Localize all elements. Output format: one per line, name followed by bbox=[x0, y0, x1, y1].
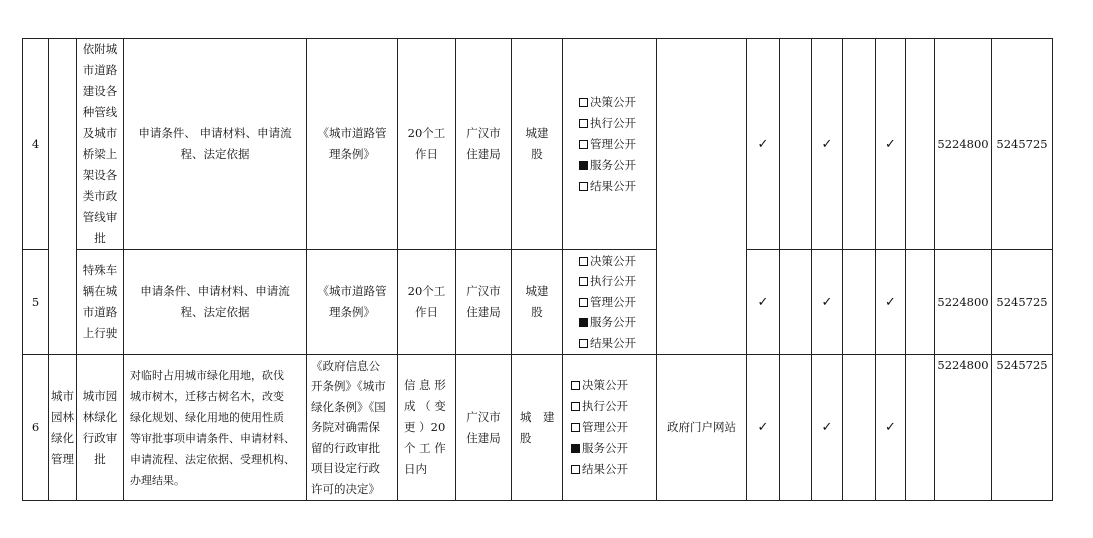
check-empty bbox=[843, 39, 876, 250]
checkbox-option[interactable]: 执行公开 bbox=[579, 113, 656, 134]
legal-basis: 《城市道路管 理条例》 bbox=[307, 39, 398, 250]
disclosure-options bbox=[563, 250, 657, 355]
check-mark: ✓ bbox=[876, 250, 906, 355]
phone-number: 5245725 bbox=[992, 355, 1053, 501]
check-empty bbox=[906, 250, 935, 355]
phone-number: 5224800 bbox=[935, 39, 992, 250]
checkbox-option[interactable]: 结果公开 bbox=[579, 333, 656, 354]
checkbox-checked-icon bbox=[579, 161, 588, 170]
disclosure-options bbox=[563, 355, 657, 501]
checkbox-icon bbox=[579, 182, 588, 191]
checkbox-option[interactable]: 服务公开 bbox=[579, 155, 656, 176]
disclosure-content: 申请条件、 申请材料、申请流 程、法定依据 bbox=[124, 39, 307, 250]
checkbox-icon bbox=[579, 277, 588, 286]
checkbox-option[interactable]: 执行公开 bbox=[579, 271, 656, 292]
table-row bbox=[23, 250, 1053, 355]
phone-number: 5224800 bbox=[935, 250, 992, 355]
disclosure-content: 对临时占用城市绿化用地，砍伐 城市树木，迁移古树名木，改变 绿化规划、绿化用地的使用性质 等审批事项申请条件、申请材料、 申请流程、法定依据、受理机构、 办理结果。 bbox=[124, 355, 307, 501]
time-limit: 信 息 形 成 （ 变 更 ）20 个 工 作 日内 bbox=[398, 355, 456, 501]
legal-basis: 《城市道路管 理条例》 bbox=[307, 250, 398, 355]
checkbox-icon bbox=[571, 465, 580, 474]
checkbox-icon bbox=[579, 298, 588, 307]
category-name: 城市 园林 绿化 管理 bbox=[49, 355, 77, 501]
responsible-dept: 城建 股 bbox=[512, 250, 563, 355]
check-mark: ✓ bbox=[876, 39, 906, 250]
phone-number: 5245725 bbox=[992, 250, 1053, 355]
channel-cell bbox=[657, 39, 747, 355]
responsible-subject: 广汉市 住建局 bbox=[456, 355, 512, 501]
disclosure-content: 申请条件、申请材料、申请流 程、法定依据 bbox=[124, 250, 307, 355]
check-empty bbox=[780, 250, 812, 355]
checkbox-icon bbox=[579, 98, 588, 107]
checkbox-icon bbox=[579, 257, 588, 266]
row-number: 6 bbox=[23, 355, 49, 501]
check-empty bbox=[906, 39, 935, 250]
phone-number: 5224800 bbox=[935, 355, 992, 501]
check-mark: ✓ bbox=[812, 355, 843, 501]
responsible-dept: 城 建 股 bbox=[512, 355, 563, 501]
legal-basis: 《政府信息公 开条例》《城市 绿化条例》《国 务院对确需保 留的行政审批 项目设定行政 许可的决定》 bbox=[307, 355, 398, 501]
responsible-subject: 广汉市 住建局 bbox=[456, 250, 512, 355]
table-row bbox=[23, 39, 1053, 250]
item-name: 依附城 市道路 建设各 种管线 及城市 桥梁上 架设各 类市政 管线审 批 bbox=[77, 39, 124, 250]
responsible-subject: 广汉市 住建局 bbox=[456, 39, 512, 250]
checkbox-option[interactable]: 决策公开 bbox=[579, 251, 656, 272]
checkbox-icon bbox=[571, 381, 580, 390]
checkbox-option[interactable]: 管理公开 bbox=[579, 292, 656, 313]
table-row bbox=[23, 355, 1053, 501]
check-mark: ✓ bbox=[876, 355, 906, 501]
disclosure-options bbox=[563, 39, 657, 250]
check-mark: ✓ bbox=[747, 250, 780, 355]
check-mark: ✓ bbox=[812, 250, 843, 355]
disclosure-channel: 政府门户网站 bbox=[657, 355, 747, 501]
phone-number: 5245725 bbox=[992, 39, 1053, 250]
category-cell-empty bbox=[49, 39, 77, 355]
responsible-dept: 城建 股 bbox=[512, 39, 563, 250]
row-number: 5 bbox=[23, 250, 49, 355]
item-name: 城市园 林绿化 行政审 批 bbox=[77, 355, 124, 501]
check-empty bbox=[906, 355, 935, 501]
checkbox-icon bbox=[571, 423, 580, 432]
checkbox-checked-icon bbox=[579, 318, 588, 327]
checkbox-icon bbox=[579, 140, 588, 149]
check-mark: ✓ bbox=[747, 355, 780, 501]
checkbox-option[interactable]: 服务公开 bbox=[571, 438, 656, 459]
row-number: 4 bbox=[23, 39, 49, 250]
checkbox-option[interactable]: 服务公开 bbox=[579, 312, 656, 333]
check-empty bbox=[780, 355, 812, 501]
check-empty bbox=[843, 250, 876, 355]
checkbox-option[interactable]: 决策公开 bbox=[579, 92, 656, 113]
check-empty bbox=[843, 355, 876, 501]
checkbox-option[interactable]: 决策公开 bbox=[571, 375, 656, 396]
check-mark: ✓ bbox=[812, 39, 843, 250]
check-mark: ✓ bbox=[747, 39, 780, 250]
time-limit: 20个工 作日 bbox=[398, 39, 456, 250]
checkbox-icon bbox=[579, 339, 588, 348]
checkbox-checked-icon bbox=[571, 444, 580, 453]
checkbox-icon bbox=[571, 402, 580, 411]
checkbox-option[interactable]: 结果公开 bbox=[571, 459, 656, 480]
checkbox-option[interactable]: 结果公开 bbox=[579, 176, 656, 197]
checkbox-option[interactable]: 执行公开 bbox=[571, 396, 656, 417]
checkbox-option[interactable]: 管理公开 bbox=[571, 417, 656, 438]
disclosure-table bbox=[22, 38, 1053, 501]
item-name: 特殊车 辆在城 市道路 上行驶 bbox=[77, 250, 124, 355]
time-limit: 20个工 作日 bbox=[398, 250, 456, 355]
check-empty bbox=[780, 39, 812, 250]
checkbox-icon bbox=[579, 119, 588, 128]
checkbox-option[interactable]: 管理公开 bbox=[579, 134, 656, 155]
